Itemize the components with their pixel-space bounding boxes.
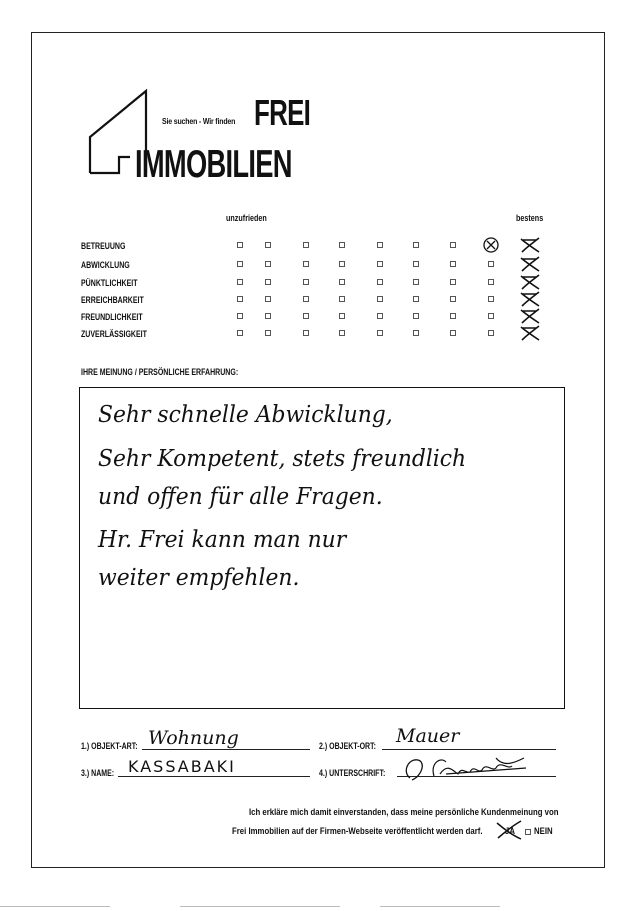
consent-text-line-1: Ich erkläre mich damit einverstanden, dass meine persönliche Kundenmeinung von <box>249 807 559 818</box>
rating-checkbox[interactable] <box>413 296 419 302</box>
rating-checkbox[interactable] <box>265 242 271 248</box>
scan-edge-line <box>380 906 500 907</box>
criterion-label-freundlichkeit: FREUNDLICHKEIT <box>81 312 143 322</box>
name-label: 3.) NAME: <box>81 768 115 778</box>
signature-label: 4.) UNTERSCHRIFT: <box>319 768 386 778</box>
object-location-label: 2.) OBJEKT-ORT: <box>319 741 376 751</box>
scale-high-label: bestens <box>516 213 544 223</box>
rating-checkbox[interactable] <box>303 313 309 319</box>
rating-checkbox[interactable] <box>488 279 494 285</box>
rating-checkbox[interactable] <box>413 330 419 336</box>
rating-mark-cross-icon[interactable] <box>519 255 541 273</box>
rating-checkbox[interactable] <box>303 242 309 248</box>
opinion-line-2: Sehr Kompetent, stets freundlich <box>98 446 467 472</box>
rating-checkbox[interactable] <box>339 313 345 319</box>
brand-tagline: Sie suchen - Wir finden <box>162 116 236 126</box>
rating-mark-cross-icon[interactable] <box>519 290 541 308</box>
name-value: KASSABAKI <box>128 757 236 776</box>
brand-name-top: FREI <box>254 92 311 133</box>
rating-checkbox[interactable] <box>237 279 243 285</box>
consent-yes-cross-icon[interactable] <box>494 819 524 841</box>
rating-checkbox[interactable] <box>377 296 383 302</box>
rating-checkbox[interactable] <box>450 261 456 267</box>
rating-checkbox[interactable] <box>450 242 456 248</box>
rating-checkbox[interactable] <box>237 296 243 302</box>
rating-checkbox[interactable] <box>488 296 494 302</box>
rating-checkbox[interactable] <box>265 330 271 336</box>
object-type-line[interactable] <box>142 749 310 750</box>
rating-checkbox[interactable] <box>303 330 309 336</box>
rating-checkbox[interactable] <box>488 261 494 267</box>
rating-checkbox[interactable] <box>237 242 243 248</box>
rating-checkbox[interactable] <box>303 279 309 285</box>
handwritten-signature-icon <box>400 754 540 784</box>
rating-mark-cross-icon[interactable] <box>519 324 541 342</box>
rating-checkbox[interactable] <box>450 330 456 336</box>
scale-low-label: unzufrieden <box>226 213 267 223</box>
consent-no-label: NEIN <box>534 826 553 837</box>
rating-checkbox[interactable] <box>377 242 383 248</box>
rating-checkbox[interactable] <box>377 330 383 336</box>
rating-checkbox[interactable] <box>303 296 309 302</box>
consent-no-checkbox[interactable] <box>525 829 531 835</box>
rating-checkbox[interactable] <box>413 313 419 319</box>
name-line[interactable] <box>118 776 310 777</box>
object-location-line[interactable] <box>382 749 556 750</box>
opinion-line-3: und offen für alle Fragen. <box>98 484 383 510</box>
rating-checkbox[interactable] <box>339 330 345 336</box>
criterion-label-puenktlichkeit: PÜNKTLICHKEIT <box>81 278 138 288</box>
rating-mark-cross-icon[interactable] <box>519 273 541 291</box>
rating-checkbox[interactable] <box>450 313 456 319</box>
consent-yes-label: JA <box>505 826 515 837</box>
rating-checkbox[interactable] <box>377 313 383 319</box>
rating-checkbox[interactable] <box>237 261 243 267</box>
rating-checkbox[interactable] <box>450 296 456 302</box>
opinion-line-1: Sehr schnelle Abwicklung, <box>98 402 393 428</box>
rating-checkbox[interactable] <box>265 279 271 285</box>
rating-checkbox[interactable] <box>339 296 345 302</box>
rating-checkbox[interactable] <box>450 279 456 285</box>
rating-checkbox[interactable] <box>265 296 271 302</box>
rating-checkbox[interactable] <box>488 313 494 319</box>
object-type-label: 1.) OBJEKT-ART: <box>81 741 138 751</box>
scan-edge-line <box>180 906 340 907</box>
opinion-line-5: weiter empfehlen. <box>98 565 300 591</box>
rating-checkbox[interactable] <box>265 313 271 319</box>
brand-name-bottom: IMMOBILIEN <box>135 143 292 186</box>
rating-mark-cross-icon[interactable] <box>519 236 541 254</box>
rating-mark-circled-cross-icon[interactable] <box>481 235 501 255</box>
criterion-label-erreichbarkeit: ERREICHBARKEIT <box>81 295 144 305</box>
criterion-label-zuverlaessigkeit: ZUVERLÄSSIGKEIT <box>81 329 147 339</box>
rating-checkbox[interactable] <box>413 242 419 248</box>
consent-text-line-2: Frei Immobilien auf der Firmen-Webseite veröffentlicht werden darf. <box>232 826 483 837</box>
rating-mark-cross-icon[interactable] <box>519 307 541 325</box>
rating-checkbox[interactable] <box>339 261 345 267</box>
rating-checkbox[interactable] <box>303 261 309 267</box>
opinion-line-4: Hr. Frei kann man nur <box>98 527 347 553</box>
rating-checkbox[interactable] <box>265 261 271 267</box>
rating-checkbox[interactable] <box>413 261 419 267</box>
opinion-label: IHRE MEINUNG / PERSÖNLICHE ERFAHRUNG: <box>81 367 239 377</box>
object-type-value: Wohnung <box>148 727 239 749</box>
object-location-value: Mauer <box>396 725 460 747</box>
rating-checkbox[interactable] <box>237 330 243 336</box>
criterion-label-betreuung: BETREUUNG <box>81 241 126 251</box>
rating-checkbox[interactable] <box>377 261 383 267</box>
rating-checkbox[interactable] <box>413 279 419 285</box>
criterion-label-abwicklung: ABWICKLUNG <box>81 260 130 270</box>
rating-checkbox[interactable] <box>377 279 383 285</box>
rating-checkbox[interactable] <box>339 242 345 248</box>
rating-checkbox[interactable] <box>339 279 345 285</box>
rating-checkbox[interactable] <box>488 330 494 336</box>
scan-edge-line <box>0 906 110 907</box>
rating-checkbox[interactable] <box>237 313 243 319</box>
